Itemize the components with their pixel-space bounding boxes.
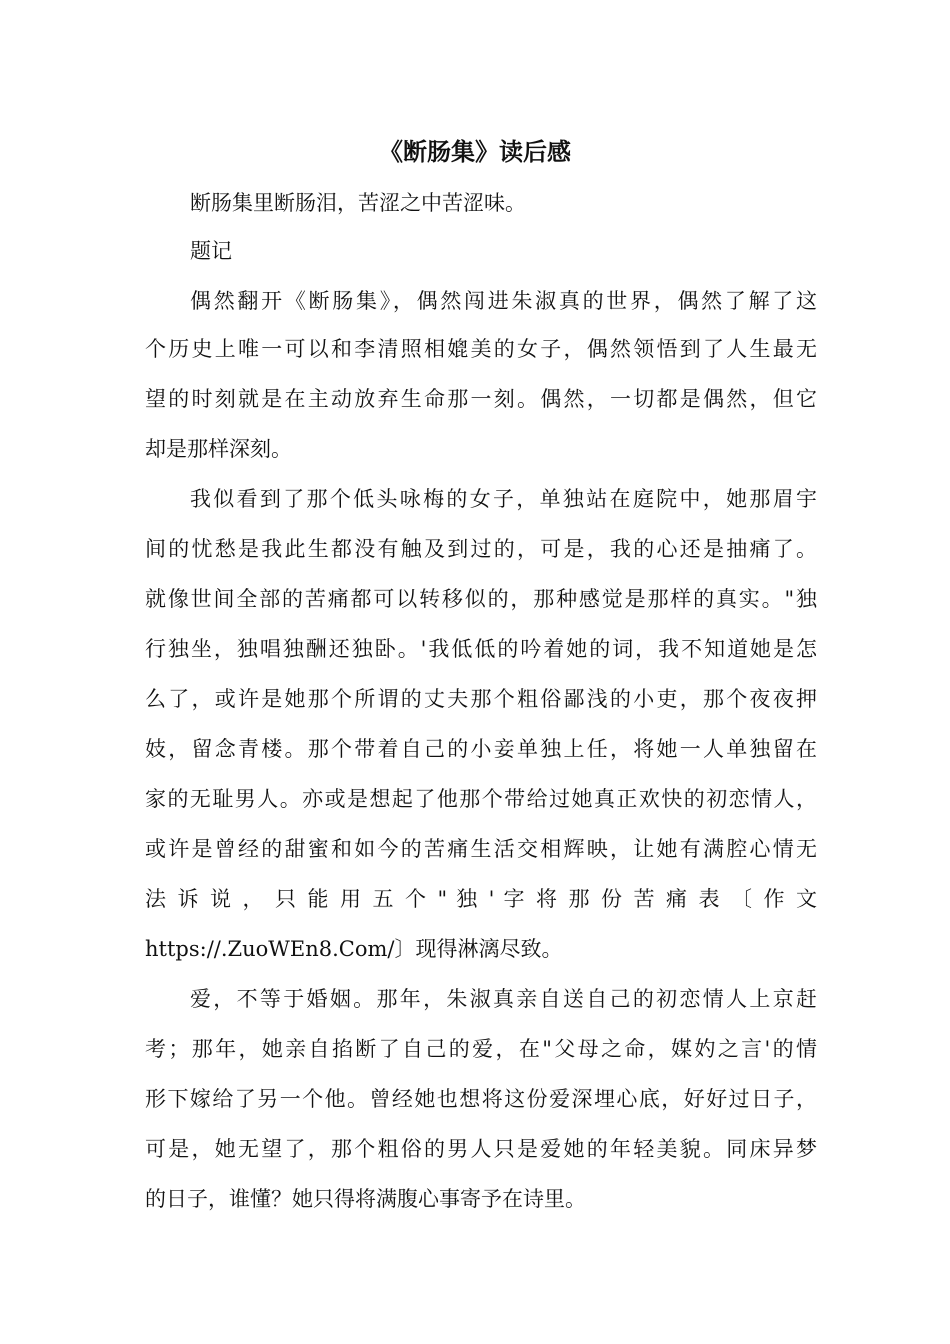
paragraph-line: 间的忧愁是我此生都没有触及到过的，可是，我的心还是抽痛了。: [145, 537, 817, 561]
paragraph-line: 爱，不等于婚姻。那年，朱淑真亲自送自己的初恋情人上京赶: [190, 987, 817, 1011]
paragraph-line: 么了，或许是她那个所谓的丈夫那个粗俗鄙浅的小吏，那个夜夜押: [145, 687, 817, 711]
paragraph-line: 偶然翻开《断肠集》，偶然闯进朱淑真的世界，偶然了解了这: [190, 289, 817, 313]
paragraph-line: 望的时刻就是在主动放弃生命那一刻。偶然，一切都是偶然，但它: [145, 387, 817, 411]
paragraph-line: 的日子，谁懂？她只得将满腹心事寄予在诗里。: [145, 1187, 586, 1211]
paragraph-line: 形下嫁给了另一个他。曾经她也想将这份爱深埋心底，好好过日子，: [145, 1087, 817, 1111]
paragraph-line: 妓，留念青楼。那个带着自己的小妾单独上任，将她一人单独留在: [145, 737, 817, 761]
epigraph-label: 题记: [190, 239, 232, 263]
paragraph-line: 可是，她无望了，那个粗俗的男人只是爱她的年轻美貌。同床异梦: [145, 1137, 817, 1161]
paragraph-line: 或许是曾经的甜蜜和如今的苦痛生活交相辉映，让她有满腔心情无: [145, 837, 817, 861]
paragraph-line: 考；那年，她亲自掐断了自己的爱，在"父母之命，媒妁之言'的情: [145, 1037, 817, 1061]
epigraph-line: 断肠集里断肠泪，苦涩之中苦涩味。: [190, 191, 526, 215]
paragraph-line: 却是那样深刻。: [145, 437, 292, 461]
paragraph-line: https://.ZuoWEn8.Com/〕现得淋漓尽致。: [145, 937, 563, 961]
paragraph-line: 就像世间全部的苦痛都可以转移似的，那种感觉是那样的真实。"独: [145, 587, 817, 611]
paragraph-line: 个历史上唯一可以和李清照相媲美的女子，偶然领悟到了人生最无: [145, 337, 817, 361]
paragraph-line: 家的无耻男人。亦或是想起了他那个带给过她真正欢快的初恋情人，: [145, 787, 817, 811]
document-title: 《断肠集》读后感: [379, 138, 571, 166]
paragraph-line: 行独坐，独唱独酬还独卧。'我低低的吟着她的词，我不知道她是怎: [145, 637, 817, 661]
paragraph-line: 我似看到了那个低头咏梅的女子，单独站在庭院中，她那眉宇: [190, 487, 817, 511]
paragraph-line: 法 诉 说 ， 只 能 用 五 个 " 独 ' 字 将 那 份 苦 痛 表 〔 作 文: [145, 887, 817, 911]
